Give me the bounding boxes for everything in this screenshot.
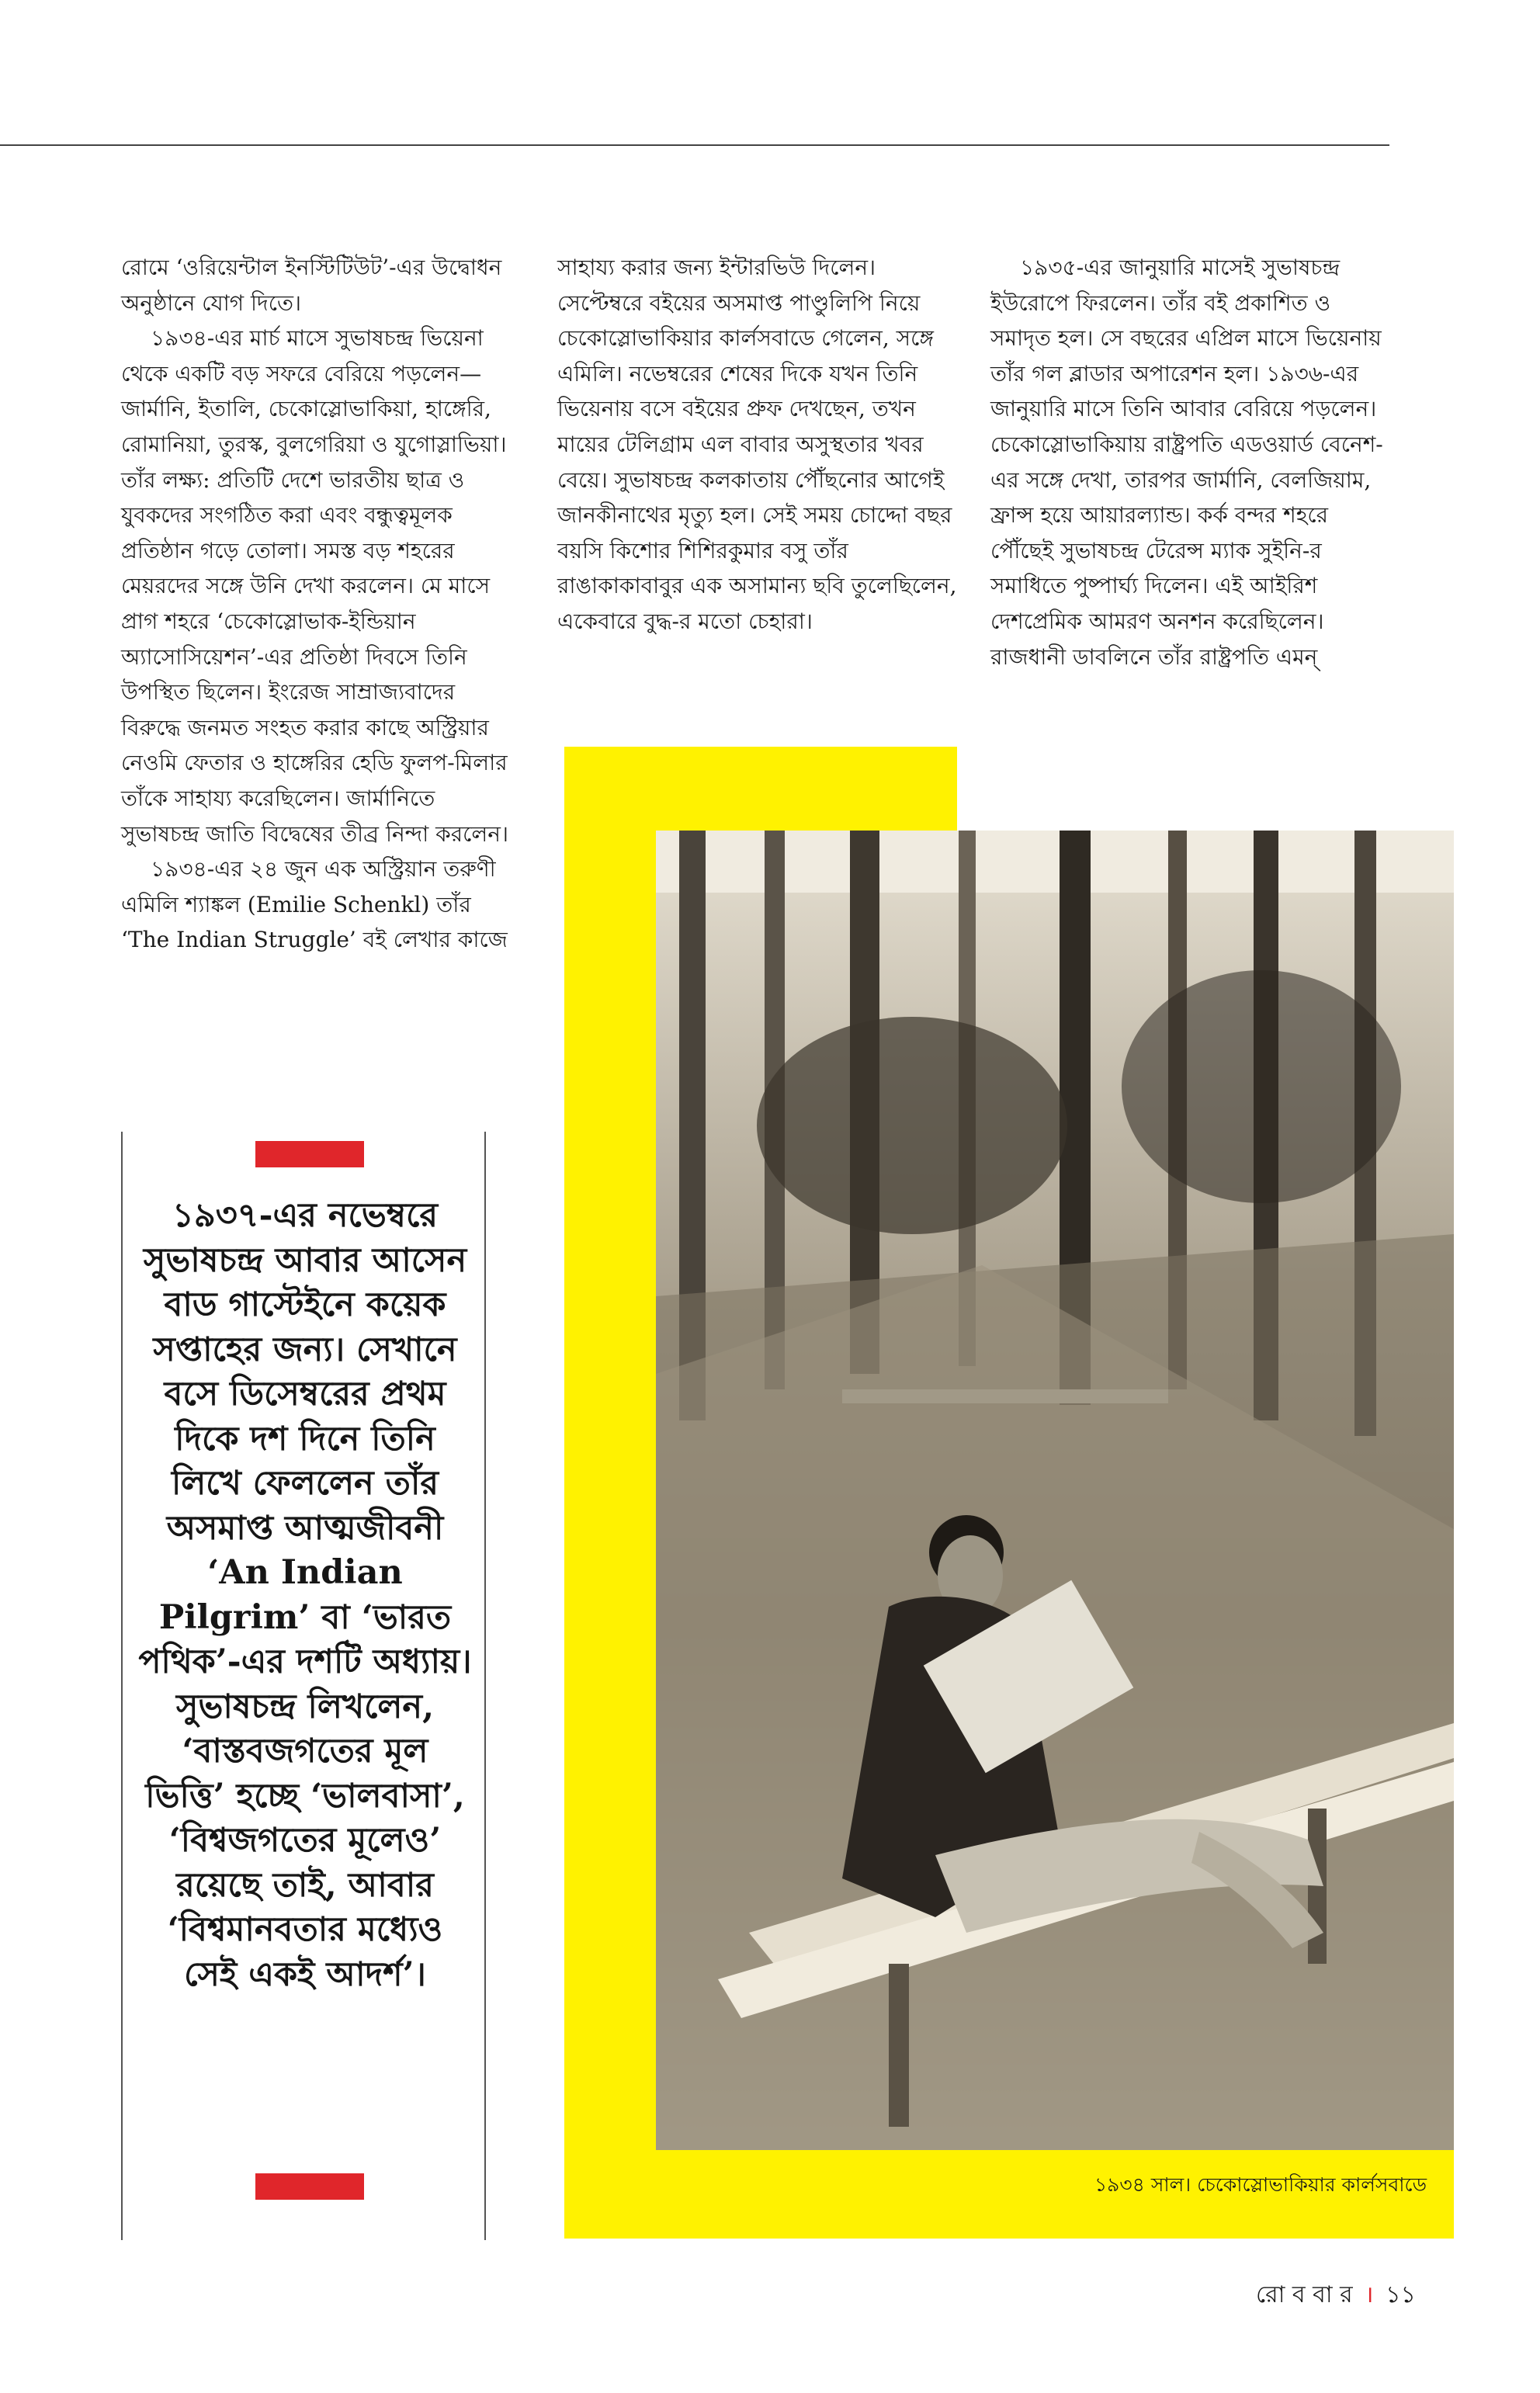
article-column-1	[121, 250, 509, 958]
column3-paragraph-1: ১৯৩৫-এর জানুয়ারি মাসেই সুভাষচন্দ্র ইউরোপে ফিরলেন। তাঁর বই প্রকাশিত ও সমাদৃত হল। সে বছরের এপ্রিল মাসে ভিয়েনায় তাঁর গল ব্লাডার অপারেশন হল। ১৯৩৬-এর জানুয়ারি মাসে তিনি আবার বেরিয়ে পড়লেন। চেকোস্লোভাকিয়ায় রাষ্ট্রপতি এডওয়ার্ড বেনেশ-এর সঙ্গে দেখা, তারপর জার্মানি, বেলজিয়াম, ফ্রান্স হয়ে আয়ারল্যান্ড। কর্ক বন্দর শহরে পৌঁছেই সুভাষচন্দ্র টেরেন্স ম্যাক সুইনি-র সমাধিতে পুষ্পার্ঘ্য দিলেন। এই আইরিশ দেশপ্রেমিক আমরণ অনশন করেছিলেন। রাজধানী ডাবলিনে তাঁর রাষ্ট্রপতি এমন্	[990, 255, 1383, 670]
archival-photo	[656, 831, 1454, 2150]
article-column-2	[557, 250, 961, 640]
quote-accent-bar-top	[255, 1141, 364, 1167]
column1-paragraph-3: ১৯৩৪-এর ২৪ জুন এক অস্ট্রিয়ান তরুণী এমিলি শ্যাঙ্কল (Emilie Schenkl) তাঁর ‘The Indian Struggle’ বই লেখার কাজে	[121, 856, 508, 953]
article-column-3	[990, 250, 1394, 675]
column1-paragraph-1: রোমে ‘ওরিয়েন্টাল ইনস্টিটিউট’-এর উদ্বোধন অনুষ্ঠানে যোগ দিতে।	[121, 255, 502, 316]
photo-caption: ১৯৩৪ সাল। চেকোস্লোভাকিয়ার কার্লসবাডে	[1094, 2173, 1427, 2196]
column1-paragraph-2: ১৯৩৪-এর মার্চ মাসে সুভাষচন্দ্র ভিয়েনা থেকে একটি বড় সফরে বেরিয়ে পড়লেন— জার্মানি, ইতালি, চেকোস্লোভাকিয়া, হাঙ্গেরি, রোমানিয়া, তুরস্ক, বুলগেরিয়া ও যুগোস্লাভিয়া। তাঁর লক্ষ্য: প্রতিটি দেশে ভারতীয় ছাত্র ও যুবকদের সংগঠিত করা এবং বন্ধুত্বমূলক প্রতিষ্ঠান গড়ে তোলা। সমস্ত বড় শহরের মেয়রদের সঙ্গে উনি দেখা করলেন। মে মাসে প্রাগ শহরে ‘চেকোস্লোভাক-ইন্ডিয়ান অ্যাসোসিয়েশন’-এর প্রতিষ্ঠা দিবসে তিনি উপস্থিত ছিলেন। ইংরেজ সাম্রাজ্যবাদের বিরুদ্ধে জনমত সংহত করার কাছে অস্ট্রিয়ার নেওমি ফেতার ও হাঙ্গেরির হেডি ফুলপ-মিলার তাঁকে সাহায্য করেছিলেন। জার্মানিতে সুভাষচন্দ্র জাতি বিদ্বেষের তীব্র নিন্দা করলেন।	[121, 325, 509, 847]
panel-notch	[957, 747, 1454, 831]
magazine-name: রো ব বা র	[1256, 2281, 1353, 2308]
pull-quote-box	[121, 1132, 486, 2240]
quote-accent-bar-bottom	[255, 2173, 364, 2200]
page-number: ১১	[1386, 2281, 1416, 2308]
pull-quote-text: ১৯৩৭-এর নভেম্বরে সুভাষচন্দ্র আবার আসেন বাড গাস্টেইনে কয়েক সপ্তাহের জন্য। সেখানে বসে ডিসেম্বরের প্রথম দিকে দশ দিনে তিনি লিখে ফেললেন তাঁর অসমাপ্ত আত্মজীবনী ‘An Indian Pilgrim’ বা ‘ভারত পথিক’-এর দশটি অধ্যায়। সুভাষচন্দ্র লিখলেন, ‘বাস্তবজগতের মূল ভিত্তি’ হচ্ছে ‘ভালবাসা’, ‘বিশ্বজগতের মূলেও’ রয়েছে তাই, আবার ‘বিশ্বমানবতার মধ্যেও সেই একই আদর্শ’।	[138, 1196, 472, 1994]
top-rule	[0, 144, 1389, 146]
column2-paragraph-1: সাহায্য করার জন্য ইন্টারভিউ দিলেন। সেপ্টেম্বরে বইয়ের অসমাপ্ত পাণ্ডুলিপি নিয়ে চেকোস্লোভাকিয়ার কার্লসবাডে গেলেন, সঙ্গে এমিলি। নভেম্বরের শেষের দিকে যখন তিনি ভিয়েনায় বসে বইয়ের প্রুফ দেখছেন, তখন মায়ের টেলিগ্রাম এল বাবার অসুস্থতার খবর বেয়ে। সুভাষচন্দ্র কলকাতায় পৌঁছনোর আগেই জানকীনাথের মৃত্যু হল। সেই সময় চোদ্দো বছর বয়সি কিশোর শিশিরকুমার বসু তাঁর রাঙাকাকাবাবুর এক অসামান্য ছবি তুলেছিলেন, একেবারে বুদ্ধ-র মতো চেহারা।	[557, 255, 957, 634]
page-footer	[1256, 2276, 1416, 2315]
footer-separator: ।	[1365, 2281, 1374, 2308]
